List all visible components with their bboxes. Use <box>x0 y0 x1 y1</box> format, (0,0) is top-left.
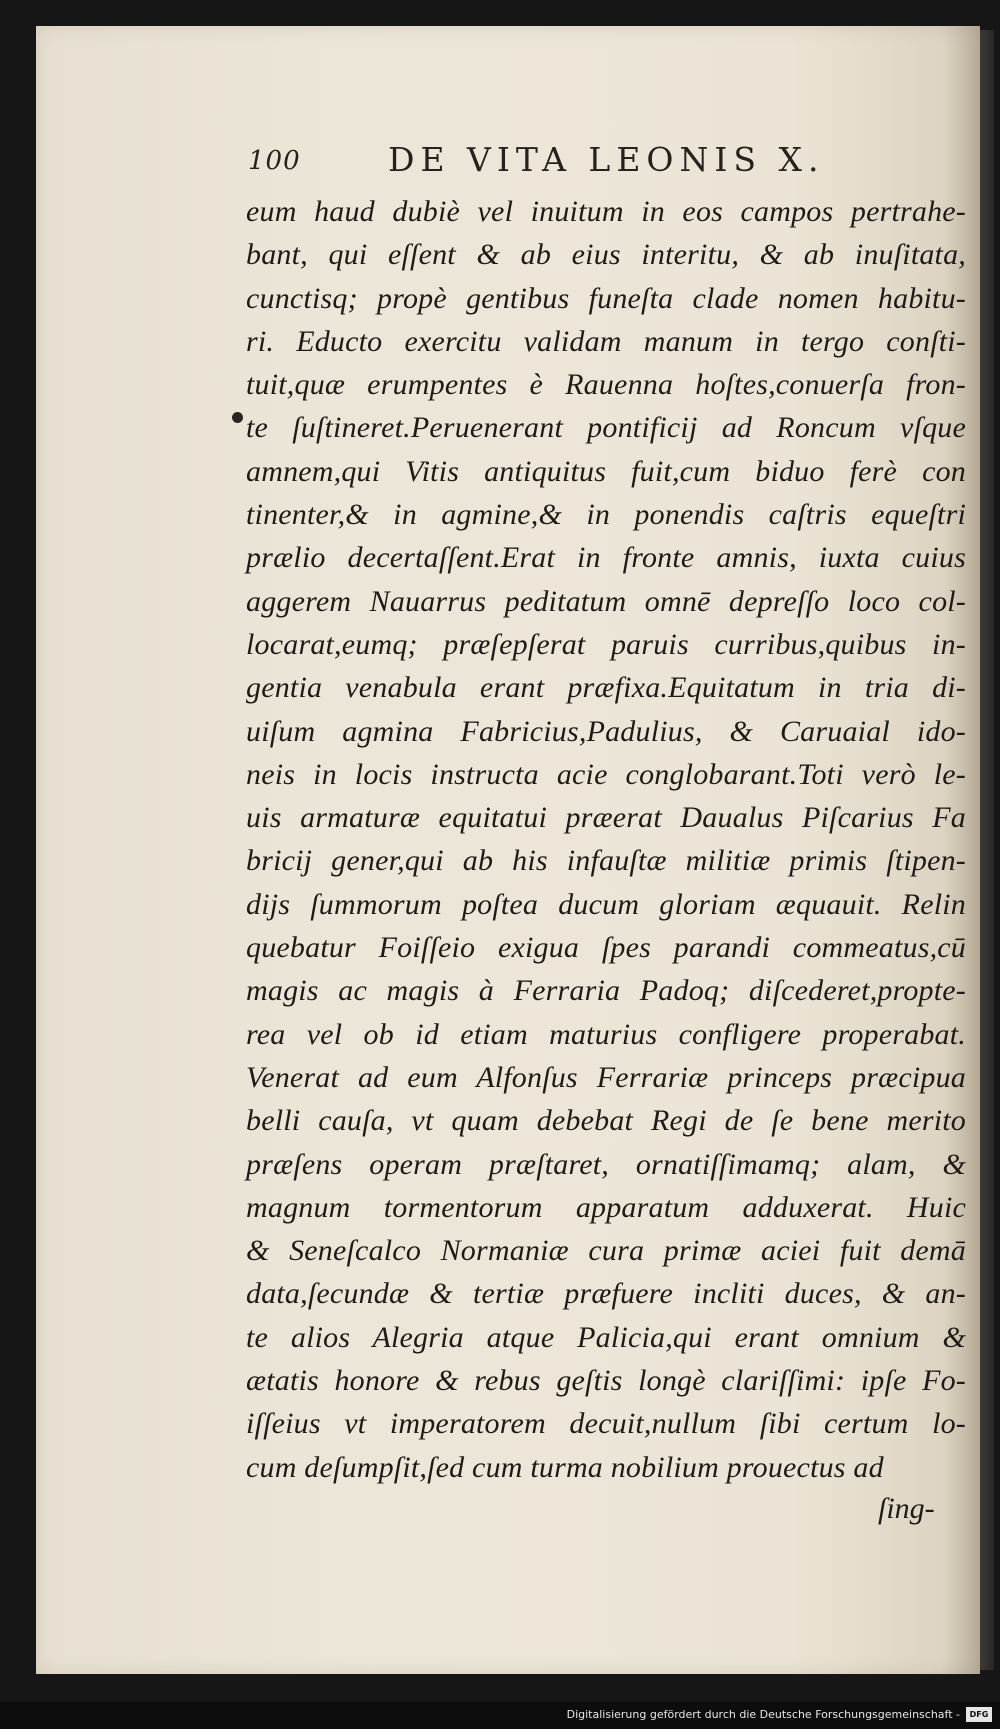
text-line: amnem,qui Vitis antiquitus fuit,cum biduo ferè con <box>246 454 966 488</box>
text-line: Venerat ad eum Alfonſus Ferrariæ princeps præcipua <box>246 1060 966 1094</box>
page-edge <box>980 30 994 1670</box>
text-line: tuit,quæ erumpentes è Rauenna hoſtes,conuerſa fron- <box>246 368 966 402</box>
text-line: belli cauſa, vt quam debebat Regi de ſe bene merito <box>246 1104 966 1138</box>
text-line: data,ſecundæ & tertiæ præfuere incliti duces, & an- <box>246 1277 966 1311</box>
text-line: magis ac magis à Ferraria Padoq; diſcederet,propte- <box>246 974 966 1008</box>
text-line: iſſeius vt imperatorem decuit,nullum ſibi certum lo- <box>246 1407 966 1441</box>
text-line: te alios Alegria atque Palicia,qui erant omnium & <box>246 1320 966 1354</box>
text-line: te ſuſtineret.Peruenerant pontificij ad Roncum vſque <box>246 411 966 445</box>
text-line: bant, qui eſſent & ab eius interitu, & ab inuſitata, <box>246 238 966 272</box>
text-line: cunctisq; propè gentibus funeſta clade nomen habitu- <box>246 281 966 315</box>
text-line: ri. Educto exercitu validam manum in tergo conſti- <box>246 324 966 358</box>
page-header <box>248 140 868 184</box>
text-line: prælio decertaſſent.Erat in fronte amnis, iuxta cuius <box>246 541 966 575</box>
text-line: bricij gener,qui ab his infauſtæ militiæ primis ſtipen- <box>246 844 966 878</box>
dfg-logo: DFG <box>966 1707 992 1722</box>
text-line: eum haud dubiè vel inuitum in eos campos pertrahe- <box>246 195 966 228</box>
text-line: tinenter,& in agmine,& in ponendis caſtris equeſtri <box>246 498 966 532</box>
footer-bar <box>0 1702 1000 1729</box>
catchword: ſing- <box>878 1492 935 1525</box>
text-line: aggerem Nauarrus peditatum omnē depreſſo loco col- <box>246 584 966 618</box>
text-line: quebatur Foiſſeio exigua ſpes parandi commeatus,cū <box>246 931 966 965</box>
text-line: dijs ſummorum poſtea ducum gloriam æquauit. Relin <box>246 887 966 921</box>
body-text <box>246 190 966 1489</box>
text-line: præſens operam præſtaret, ornatiſſimamq; alam, & <box>246 1147 966 1181</box>
text-line: rea vel ob id etiam maturius confligere properabat. <box>246 1017 966 1051</box>
page-number: 100 <box>248 146 301 176</box>
text-line: neis in locis instructa acie conglobarant.Toti verò le- <box>246 757 966 791</box>
text-line: gentia venabula erant præfixa.Equitatum in tria di- <box>246 671 966 705</box>
text-line: locarat,eumq; præſepſerat paruis curribus,quibus in- <box>246 627 966 661</box>
text-line: cum deſumpſit,ſed cum turma nobilium prouectus ad <box>246 1450 884 1484</box>
text-line: uis armaturæ equitatui præerat Daualus Piſcarius Fa <box>246 801 966 835</box>
digitization-credit: Digitalisierung gefördert durch die Deutsche Forschungsgemeinschaft - <box>566 1708 960 1721</box>
ink-mark <box>232 412 243 423</box>
text-line: ætatis honore & rebus geſtis longè clariſſimi: ipſe Fo- <box>246 1364 966 1398</box>
text-line: magnum tormentorum apparatum adduxerat. Huic <box>246 1190 966 1224</box>
text-line: & Seneſcalco Normaniæ cura primæ aciei fuit demā <box>246 1234 966 1268</box>
text-line: uiſum agmina Fabricius,Padulius, & Caruaial ido- <box>246 714 966 748</box>
running-title: DE VITA LEONIS X. <box>388 140 825 179</box>
